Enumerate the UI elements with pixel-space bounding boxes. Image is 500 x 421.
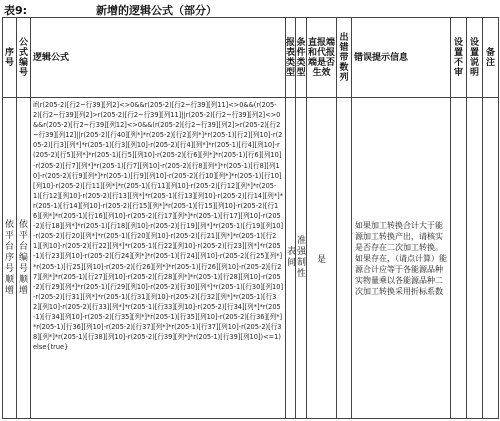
cell-seq: 依平台序号顺增	[3, 98, 17, 419]
table-number: 表9:	[4, 4, 28, 17]
header-out-grid: 出错带数列	[337, 18, 352, 98]
cell-not-audit	[451, 98, 467, 419]
table-row	[3, 98, 499, 419]
header-setting-desc: 设置说明	[467, 18, 483, 98]
header-seq: 序号	[3, 18, 17, 98]
header-row	[3, 18, 499, 98]
header-formula-code: 公式编号	[17, 18, 31, 98]
cell-formula-code: 依平台编号顺增	[17, 98, 31, 419]
cell-setting-desc	[467, 98, 483, 419]
header-formula: 逻辑公式	[31, 18, 286, 98]
cell-remark	[483, 98, 499, 419]
formula-text: if(r(205-2)[行2~行39][列2]<>0&&r(205-2)[行2~行39][列11]<>0&&(r(205-2)[行2~行39][列2]>r(205-2)[行2~行39][列11]||r(205-2)[行2~行39][列2]<>0&&r(205-2)[行2~行39][列12]<>0&&(r(205-2)[行2~行39][列2]>r(205-2)[行2~行39][列12]||r(205-2)[行40][列*]*r(205-2)[行2][列*]*r(205-1)[行2][列10]-r(205-2)[行3][列*]*r(205-1)[行3][列10]-r(205-2)[行4][列*]*r(205-1)[行4][列10]-r(205-2)[行5][列*]*r(205-1)[行5][列10]-r(205-2)[行6][列*]*r(205-1)[行6][列10]-r(205-2)[行7][列*]*r(205-1)[行7][列10]-r(205-2)[行8][列*]*r(205-1)[行8][列10]-r(205-2)[行9][列*]*r(205-1)[行9][列10]-r(205-2)[行10][列*]*r(205-1)[行10][列10]-r(205-2)[行11][列*]*r(205-1)[行11][列10]-r(205-2)[行12][列*]*r(205-1)[行12][列10]-r(205-2)[行13][列*]*r(205-1)[行13][列10]-r(205-2)[行14][列*]*r(205-1)[行14][列10]-r(205-2)[行15][列*]*r(205-1)[行15][列10]-r(205-2)[行16][列*]*r(205-1)[行16][列10]-r(205-2)[行17][列*]*r(205-1)[行17][列10]-r(205-2)[行18][列*]*r(205-1)[行18][列10]-r(205-2)[行19][列*]*r(205-1)[行19][列10]-r(205-2)[行20][列*]*r(205-1)[行20][列10]-r(205-2)[行21][列*]*r(205-1)[行21][列10]-r(205-2)[行22][列*]*r(205-1)[行22][列10]-r(205-2)[行23][列*]*r(205-1)[行23][列10]-r(205-2)[行24][列*]*r(205-1)[行24][列10]-r(205-2)[行25][列*]*r(205-1)[行25][列10]-r(205-2)[行26][列*]*r(205-1)[行26][列10]-r(205-2)[行27][列*]*r(205-1)[行27][列10]-r(205-2)[行28][列*]*r(205-1)[行28][列10]-r(205-2)[行29][列*]*r(205-1)[行29][列10]-r(205-2)[行30][列*]*r(205-1)[行30][列10]-r(205-2)[行31][列*]*r(205-1)[行31][列10]-r(205-2)[行32][列*]*r(205-1)[行32][列10]-r(205-2)[行33][列*]*r(205-1)[行33][列10]-r(205-2)[行34][列*]*r(205-1)[行34][列10]-r(205-2)[行35][列*]*r(205-1)[行35][列10]-r(205-2)[行36][列*]*r(205-1)[行36][列10]-r(205-2)[行37][列*]*r(205-1)[行37][列10]-r(205-2)[行38][列*]*r(205-1)[行38][列10]-r(205-2)[行39][列*]*r(205-1)[行39][列10])<=1)else{true}	[33, 101, 284, 352]
header-not-audit: 设置不审	[451, 18, 467, 98]
cell-condition-type: 准强制性	[296, 98, 307, 419]
cell-error-info: 如果加工转换合计大于能源加工转换产出，请核实是否存在二次加工转换。如果存在，（请点计算）能源合计应等于各能源品种实物量乘以各能源品种二次加工转换采用折标系数	[352, 98, 451, 419]
cell-formula	[31, 98, 286, 419]
header-condition-type: 条件类型	[296, 18, 307, 98]
title-row	[4, 2, 496, 18]
header-remark: 备注	[483, 18, 499, 98]
header-error-info: 错误提示信息	[352, 18, 451, 98]
header-direct-report: 直报端和代报端是否生效	[307, 18, 337, 98]
table-title: 新增的逻辑公式（部分）	[96, 4, 217, 17]
cell-report-type: 表间	[286, 98, 296, 419]
header-report-type: 报表类型	[286, 18, 296, 98]
cell-out-grid	[337, 98, 352, 419]
cell-direct-report: 是	[307, 98, 337, 419]
logic-formula-table	[2, 17, 499, 419]
